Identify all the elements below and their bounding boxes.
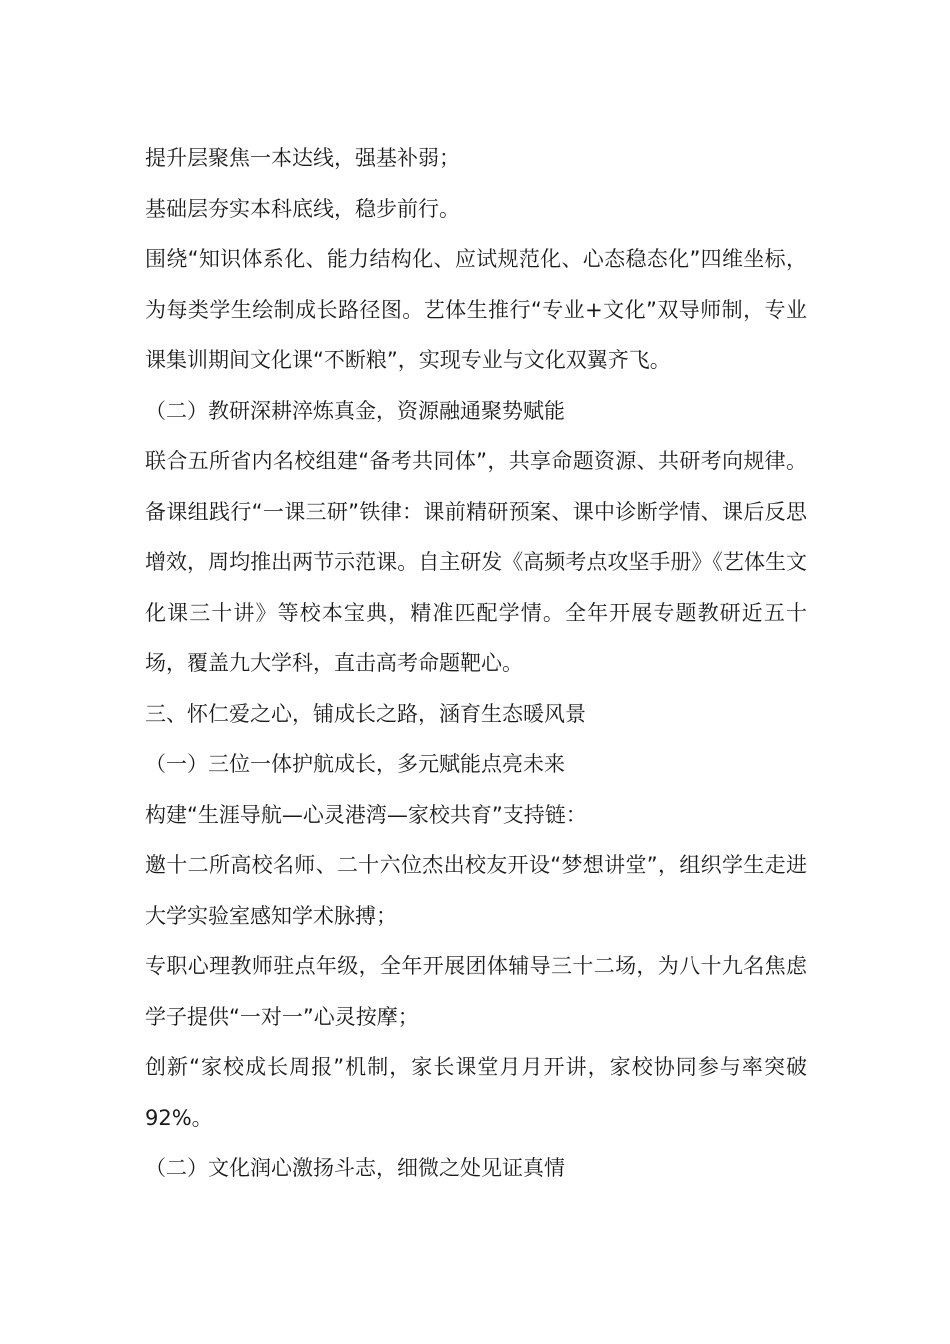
- paragraph-tier-foundation: 基础层夯实本科底线，稳步前行。: [145, 196, 460, 221]
- subheading-culture: （二）文化润心激扬斗志，细微之处见证真情: [145, 1156, 565, 1180]
- section-heading-three: 三、怀仁爱之心，铺成长之路，涵育生态暖风景: [145, 701, 586, 726]
- subheading-trinity-growth: （一）三位一体护航成长，多元赋能点亮未来: [145, 752, 565, 776]
- paragraph-four-dimensions: 围绕“知识体系化、能力结构化、应试规范化、心态稳态化”四维坐标，为每类学生绘制成长路径图。艺体生推行“专业+文化”双导师制，专业课集训期间文化课“不断粮”，实现专业与文化双翼齐飞。: [145, 247, 807, 372]
- paragraph-psychology-counseling: 专职心理教师驻点年级，全年开展团体辅导三十二场，为八十九名焦虑学子提供“一对一”心灵按摩；: [145, 954, 807, 1029]
- paragraph-home-school: 创新“家校成长周报”机制，家长课堂月月开讲，家校协同参与率突破92%。: [145, 1055, 807, 1130]
- paragraph-exam-community: 联合五所省内名校组建“备考共同体”，共享命题资源、共研考向规律。备课组践行“一课三研”铁律：课前精研预案、课中诊断学情、课后反思增效，周均推出两节示范课。自主研发《高频考点攻坚手册》《艺体生文化课三十讲》等校本宝典，精准匹配学情。全年开展专题教研近五十场，覆盖九大学科，直击高考命题靶心。: [145, 449, 807, 675]
- subheading-teaching-research: （二）教研深耕淬炼真金，资源融通聚势赋能: [145, 398, 565, 423]
- paragraph-support-chain: 构建“生涯导航—心灵港湾—家校共育”支持链：: [145, 802, 587, 827]
- document-body: [145, 133, 807, 1194]
- paragraph-tier-improvement: 提升层聚焦一本达线，强基补弱；: [145, 146, 460, 170]
- paragraph-dream-lecture: 邀十二所高校名师、二十六位杰出校友开设“梦想讲堂”，组织学生走进大学实验室感知学术脉搏；: [145, 853, 807, 928]
